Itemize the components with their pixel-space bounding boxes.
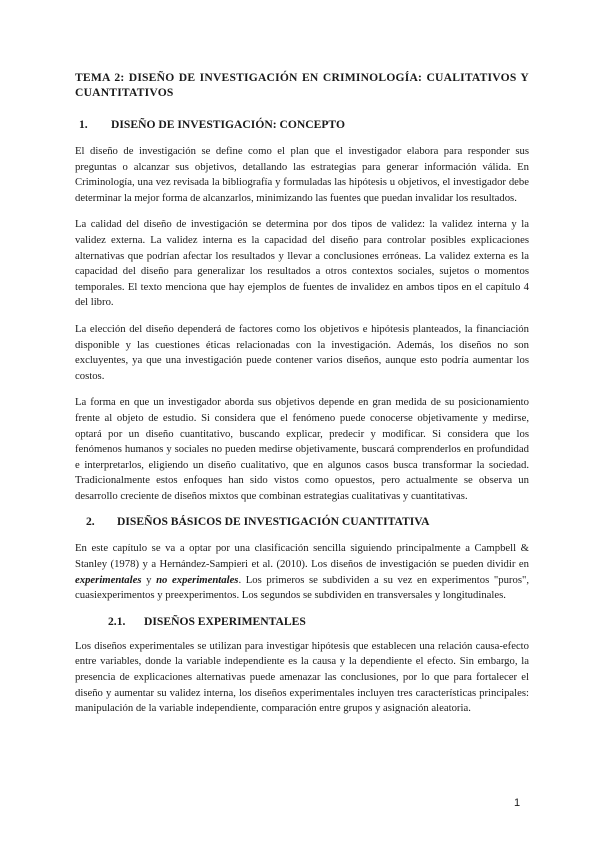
term-experimentales: experimentales	[75, 573, 142, 586]
section-2-1-number: 2.1.	[108, 614, 126, 628]
page-number: 1	[514, 797, 521, 809]
section-2-text-b: y	[141, 573, 157, 586]
section-2-heading	[75, 515, 529, 529]
section-2-1-heading	[75, 615, 529, 629]
page-content	[75, 70, 529, 728]
section-2-title: DISEÑOS BÁSICOS DE INVESTIGACIÓN CUANTITATIVA	[117, 515, 430, 529]
section-1-number: 1.	[79, 118, 88, 131]
section-1-paragraph-3: La elección del diseño dependerá de factores como los objetivos e hipótesis planteados, la financiación disponible y las cuestiones éticas relacionadas con la investigación. Además, los diseños no son excluyentes, ya que una investigación puede contener varios diseños, aunque esto podría aumentar los costos.	[75, 322, 529, 382]
section-1-heading	[75, 118, 529, 132]
term-no-experimentales: no experimentales	[156, 573, 239, 586]
section-2-1-paragraph: Los diseños experimentales se utilizan para investigar hipótesis que establecen una relación causa-efecto entre variables, donde la variable independiente es la causa y la dependiente el efecto. Sin embargo, la presencia de explicaciones alternativas puede amenazar las conclusiones, por lo que para fortalecer el diseño y aumentar su validez interna, los diseños experimentales incluyen tres características principales: manipulación de la variable independiente, comparación entre grupos y asignación aleatoria.	[75, 639, 529, 715]
section-2-text-c: . Los primeros se subdividen a su vez en experimentos "puros", cuasiexperimentos y preexperimentos. Los segundos se subdividen en transversales y longitudinales.	[75, 573, 530, 602]
document-title: TEMA 2: DISEÑO DE INVESTIGACIÓN EN CRIMINOLOGÍA: CUALITATIVOS Y CUANTITATIVOS	[75, 71, 529, 99]
section-2-1-title: DISEÑOS EXPERIMENTALES	[144, 614, 306, 628]
section-1-title: DISEÑO DE INVESTIGACIÓN: CONCEPTO	[111, 118, 345, 131]
section-1-paragraph-2: La calidad del diseño de investigación se determina por dos tipos de validez: la validez interna y la validez externa. La validez interna es la capacidad del diseño para controlar posibles explicaciones alternativas que podrían afectar los resultados y llevar a conclusiones erróneas. La validez externa es la capacidad del diseño para generalizar los resultados a otros contextos sociales, sujetos o momentos temporales. El texto menciona que hay ejemplos de fuentes de invalidez en ambos tipos en el capítulo 4 del libro.	[75, 218, 529, 309]
section-1-paragraph-1: El diseño de investigación se define como el plan que el investigador elabora para responder sus preguntas o alcanzar sus objetivos, detallando las estrategias para generar información válida. En Criminología, una vez revisada la bibliografía y formuladas las hipótesis u objetivos, el investigador debe determinar la mejor forma de alcanzarlos, minimizando las fuentes que puedan invalidar los resultados.	[75, 145, 529, 204]
section-2-paragraph	[75, 541, 529, 603]
section-2-text-a: En este capítulo se va a optar por una clasificación sencilla siguiendo principalmente a Campbell & Stanley (1978) y a Hernández-Sampieri et al. (2010). Los diseños de investigación se pueden dividir en	[75, 542, 529, 571]
section-1-paragraph-4: La forma en que un investigador aborda sus objetivos depende en gran medida de su posicionamiento frente al objeto de estudio. Si considera que el fenómeno puede conocerse objetivamente y medirse, optará por un diseño cuantitativo, buscando explicar, predecir y modificar. Si considera que los fenómenos humanos y sociales no pueden medirse objetivamente, buscará comprenderlos en profundidad e interpretarlos, eligiendo un diseño cualitativo, que en algunos casos busca transformar la sociedad. Tradicionalmente estos enfoques han sido vistos como opuestos, pero actualmente se observa un desarrollo creciente de diseños mixtos que combinan estrategias cualitativas y cuantitativas.	[75, 396, 529, 502]
section-2-number: 2.	[86, 515, 95, 529]
